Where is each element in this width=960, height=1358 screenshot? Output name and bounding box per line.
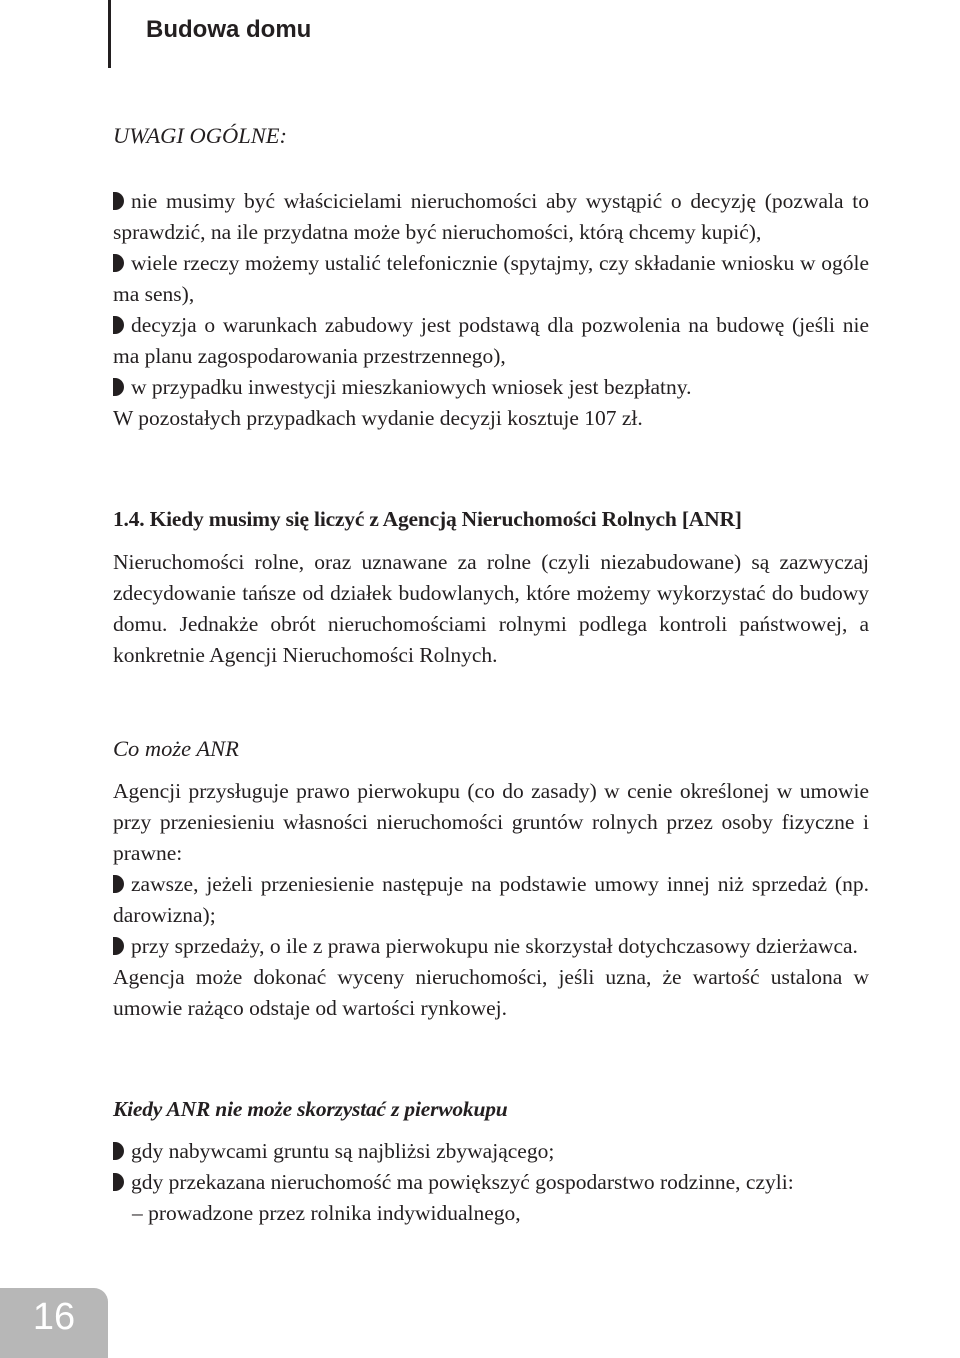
bullet-icon xyxy=(113,254,124,272)
list-item: zawsze, jeżeli przeniesienie następuje na podstawie umowy innej niż sprzedaż (np. darowizna); xyxy=(113,872,869,927)
co-moze-intro: Agencji przysługuje prawo pierwokupu (co do zasady) w cenie określonej w umowie przy przeniesieniu własności nieruchomości gruntów rolnych przez osoby fizyczne i prawne: xyxy=(113,779,869,865)
list-item: w przypadku inwestycji mieszkaniowych wniosek jest bezpłatny. xyxy=(113,372,869,403)
list-item: gdy przekazana nieruchomość ma powiększyć gospodarstwo rodzinne, czyli: xyxy=(113,1167,869,1198)
uwagi-after-text: W pozostałych przypadkach wydanie decyzji kosztuje 107 zł. xyxy=(113,406,643,430)
dash-item: – prowadzone przez rolnika indywidualnego, xyxy=(132,1201,521,1225)
co-moze-outro: Agencja może dokonać wyceny nieruchomości, jeśli uzna, że wartość ustalona w umowie rażąco odstaje od wartości rynkowej. xyxy=(113,965,869,1020)
list-item: wiele rzeczy możemy ustalić telefonicznie (spytajmy, czy składanie wniosku w ogóle ma sens), xyxy=(113,251,869,306)
header-rule xyxy=(108,0,111,68)
kiedy-nie-heading: Kiedy ANR nie może skorzystać z pierwokupu xyxy=(113,1097,508,1121)
list-item: nie musimy być właścicielami nieruchomości aby wystąpić o decyzję (pozwala to sprawdzić, na ile przydatna może być nieruchomości, którą chcemy kupić), xyxy=(113,189,869,244)
list-item: gdy nabywcami gruntu są najbliżsi zbywającego; xyxy=(113,1136,869,1167)
bullet-icon xyxy=(113,1142,124,1160)
page-number: 16 xyxy=(32,1296,76,1338)
co-moze-block xyxy=(113,776,869,1024)
running-head: Budowa domu xyxy=(146,16,312,43)
co-moze-heading: Co może ANR xyxy=(113,736,239,761)
section-heading: 1.4. Kiedy musimy się liczyć z Agencją Nieruchomości Rolnych [ANR] xyxy=(113,507,742,531)
list-item: decyzja o warunkach zabudowy jest podstawą dla pozwolenia na budowę (jeśli nie ma planu zagospodarowania przestrzennego), xyxy=(113,313,869,368)
section-paragraph-block xyxy=(113,547,869,671)
uwagi-list xyxy=(113,186,869,434)
bullet-icon xyxy=(113,1173,124,1191)
section-paragraph: Nieruchomości rolne, oraz uznawane za rolne (czyli niezabudowane) są zazwyczaj zdecydowanie tańsze od działek budowlanych, które możemy wykorzystać do budowy domu. Jednakże obrót nieruchomościami rolnymi podlega kontroli państwowej, a konkretnie Agencji Nieruchomości Rolnych. xyxy=(113,550,869,667)
bullet-icon xyxy=(113,378,124,396)
kiedy-nie-list xyxy=(113,1136,869,1229)
uwagi-heading: UWAGI OGÓLNE: xyxy=(113,123,288,148)
bullet-icon xyxy=(113,875,124,893)
bullet-icon xyxy=(113,937,124,955)
list-item: przy sprzedaży, o ile z prawa pierwokupu nie skorzystał dotychczasowy dzierżawca. xyxy=(113,931,869,962)
bullet-icon xyxy=(113,316,124,334)
bullet-icon xyxy=(113,192,124,210)
